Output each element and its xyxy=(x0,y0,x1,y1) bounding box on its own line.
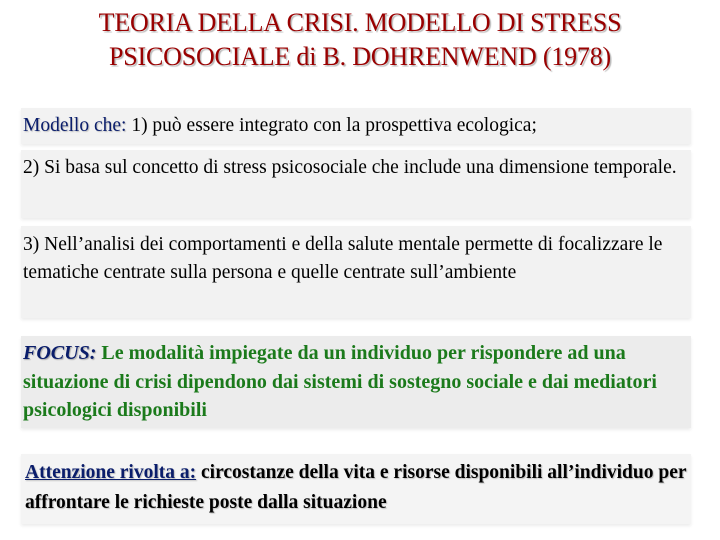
focus-block xyxy=(21,336,691,428)
focus-lead: FOCUS: xyxy=(23,342,97,364)
title-line-1: TEORIA DELLA CRISI. MODELLO DI STRESS xyxy=(98,8,622,37)
title-line-2: PSICOSOCIALE di B. DOHRENWEND (1978) xyxy=(109,42,611,71)
attention-lead: Attenzione rivolta a: xyxy=(25,462,197,483)
point-3-text: 3) Nell’analisi dei comportamenti e della salute mentale permette di focalizzare le tematiche centrate sulla persona e quelle centrate sull’ambiente xyxy=(23,234,663,283)
attention-text: circostanze della vita e risorse disponibili all’individuo per affrontare le richieste poste dalla situazione xyxy=(25,462,687,513)
focus-text: Le modalità impiegate da un individuo per rispondere ad una situazione di crisi dipendono dai sistemi di sostegno sociale e dai mediatori psicologici disponibili xyxy=(23,342,657,421)
point-2-block xyxy=(21,150,691,218)
slide-title xyxy=(0,6,720,74)
attention-block xyxy=(21,454,691,524)
point-1-lead: Modello che: xyxy=(23,115,127,136)
point-2-text: 2) Si basa sul concetto di stress psicosociale che include una dimensione temporale. xyxy=(23,157,677,178)
point-1-block xyxy=(21,108,691,144)
point-3-block xyxy=(21,226,691,318)
point-1-text: 1) può essere integrato con la prospettiva ecologica; xyxy=(126,115,537,136)
